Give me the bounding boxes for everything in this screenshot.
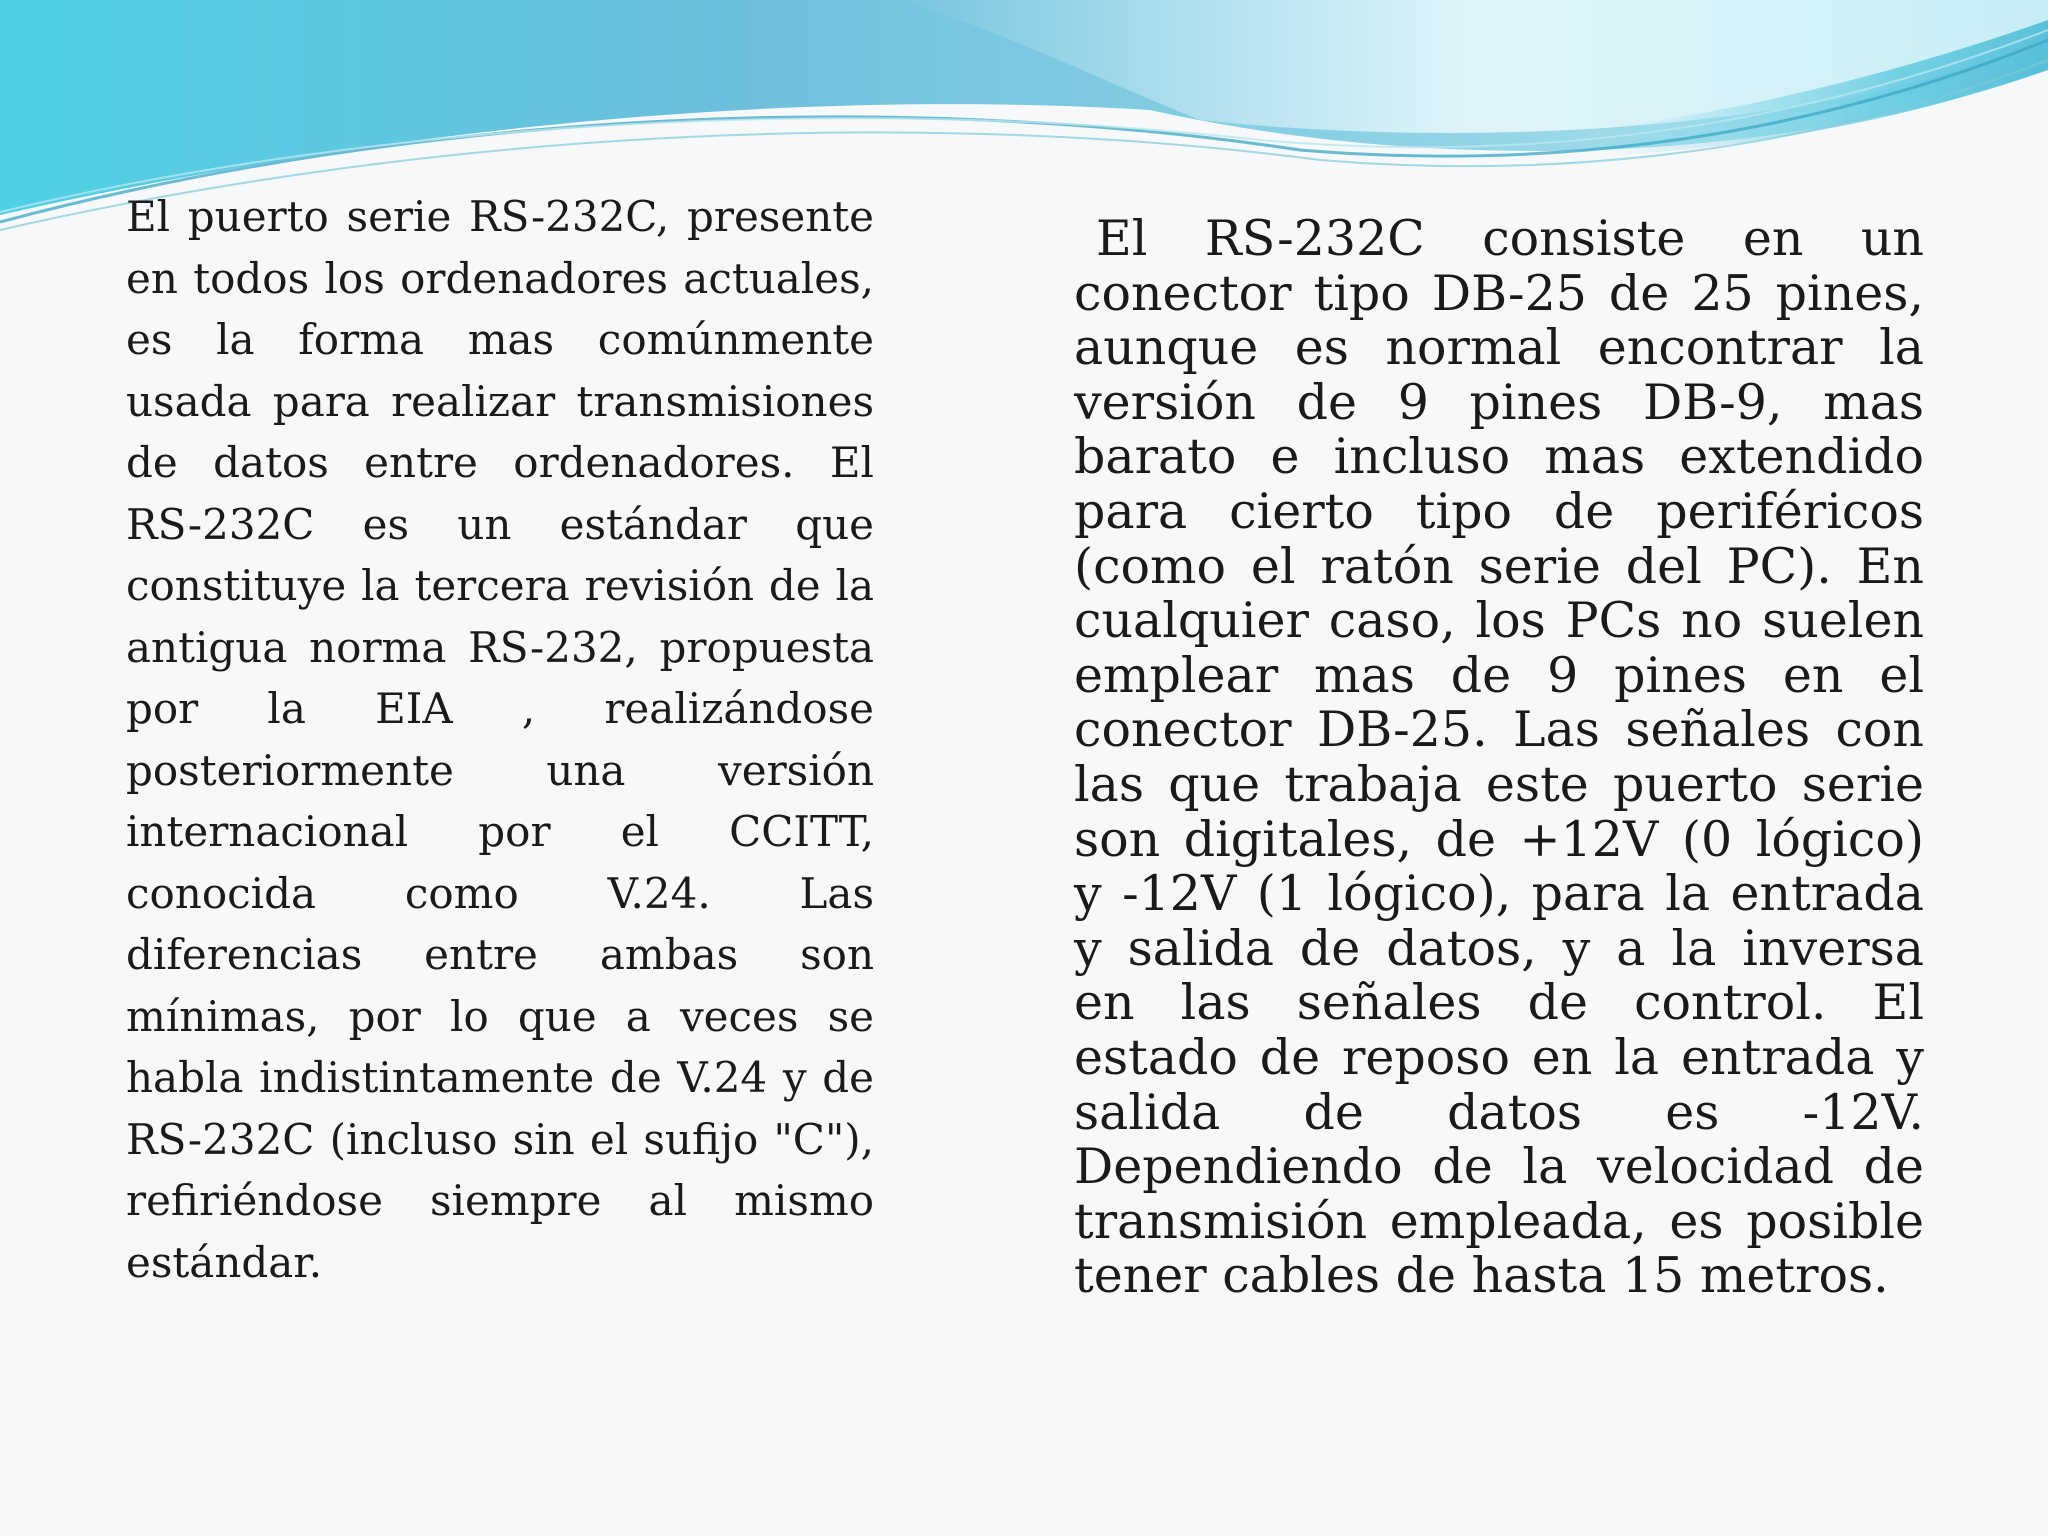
right-column-paragraph <box>1074 212 1924 1304</box>
right-column-text: El RS-232C consiste en un conector tipo DB-25 de 25 pines, aunque es normal encontrar la versión de 9 pines DB-9, mas barato e incluso mas extendido para cierto tipo de periféricos (como el ratón serie del PC). En cualquier caso, los PCs no suelen emplear mas de 9 pines en el conector DB-25. Las señales con las que trabaja este puerto serie son digitales, de +12V (0 lógico) y -12V (1 lógico), para la entrada y salida de datos, y a la inversa en las señales de control. El estado de reposo en la entrada y salida de datos es -12V. Dependiendo de la velocidad de transmisión empleada, es posible tener cables de hasta 15 metros. <box>1074 210 1924 1305</box>
left-column-text: El puerto serie RS-232C, presente en todos los ordenadores actuales, es la forma mas comúnmente usada para realizar transmisiones de datos entre ordenadores. El RS-232C es un estándar que constituye la tercera revisión de la antigua norma RS-232, propuesta por la EIA , realizándose posteriormente una versión internacional por el CCITT, conocida como V.24. Las diferencias entre ambas son mínimas, por lo que a veces se habla indistintamente de V.24 y de RS-232C (incluso sin el sufijo "C"), refiriéndose siempre al mismo estándar. <box>126 192 874 1287</box>
